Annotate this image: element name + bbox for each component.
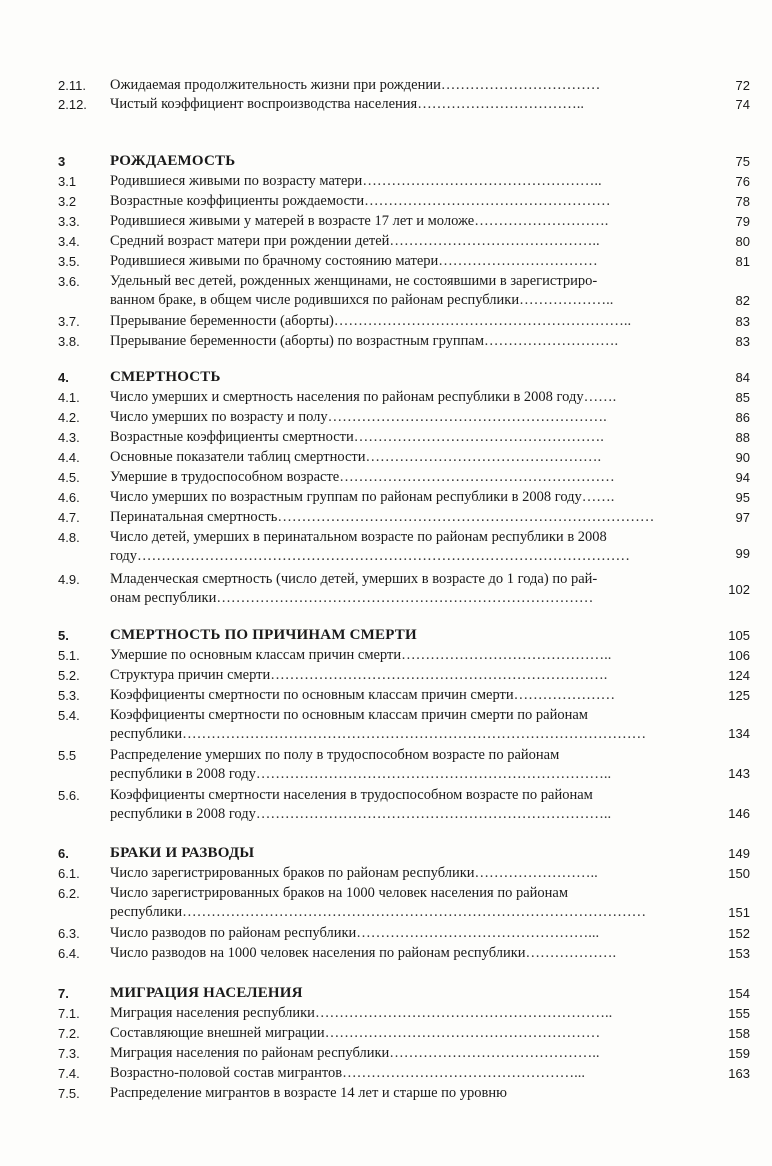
entry-number: 5.2. [58, 668, 80, 683]
toc-entry [0, 488, 772, 507]
entry-title: Структура причин смерти……………………………………………………………. [110, 667, 608, 683]
entry-title: Число зарегистрированных браков по районам республики…………………….. [110, 865, 598, 881]
entry-page: 78 [735, 194, 750, 209]
entry-title: Миграция населения республики…………………………………………………….. [110, 1005, 613, 1021]
entry-title: Возрастные коэффициенты рождаемости…………………………………………… [110, 193, 611, 209]
entry-title-line2: республики в 2008 году……………………………………………………………….. [110, 766, 612, 782]
section-heading [0, 152, 772, 171]
entry-title-line1: Коэффициенты смертности населения в трудоспособном возрасте по районам [110, 787, 593, 803]
entry-number: 3.6. [58, 274, 80, 289]
entry-title: Число умерших и смертность населения по районам республики в 2008 году……. [110, 389, 617, 405]
entry-page: 97 [735, 510, 750, 525]
section-heading [0, 844, 772, 863]
entry-title: Составляющие внешней миграции………………………………………………… [110, 1025, 601, 1041]
entry-number: 3.5. [58, 254, 80, 269]
entry-title-line1: Число детей, умерших в перинатальном возрасте по районам республики в 2008 [110, 529, 607, 545]
entry-title-line2: республики…………………………………………………………………………………… [110, 726, 647, 742]
toc-entry [0, 312, 772, 331]
entry-title-line1: Удельный вес детей, рожденных женщинами, не состоявшими в зарегистриро- [110, 273, 598, 289]
entry-page: 143 [728, 766, 750, 781]
section-heading [0, 984, 772, 1003]
entry-number: 4.1. [58, 390, 80, 405]
entry-number: 4.9. [58, 572, 80, 587]
entry-number: 4.3. [58, 430, 80, 445]
toc-entry [0, 212, 772, 231]
section-title: СМЕРТНОСТЬ [110, 369, 221, 385]
entry-page: 81 [735, 254, 750, 269]
entry-title-line1: Число зарегистрированных браков на 1000 человек населения по районам [110, 885, 569, 901]
entry-page: 79 [735, 214, 750, 229]
entry-number: 3.1 [58, 174, 77, 189]
toc-entry [0, 666, 772, 685]
toc-entry [0, 408, 772, 427]
toc-entry [0, 944, 772, 963]
toc-entry [0, 786, 772, 826]
entry-page: 134 [728, 726, 750, 741]
entry-title: Миграция населения по районам республики…………………………………….. [110, 1045, 600, 1061]
section-title: СМЕРТНОСТЬ ПО ПРИЧИНАМ СМЕРТИ [110, 627, 417, 643]
entry-number: 5.5 [58, 748, 77, 763]
entry-number: 3.3. [58, 214, 80, 229]
toc-entry [0, 1004, 772, 1023]
entry-number: 4.6. [58, 490, 80, 505]
entry-page: 80 [735, 234, 750, 249]
entry-number: 6.3. [58, 926, 80, 941]
section-page: 84 [735, 370, 750, 385]
entry-page: 152 [728, 926, 750, 941]
entry-page: 85 [735, 390, 750, 405]
entry-number: 4.8. [58, 530, 80, 545]
entry-title-line2: республики…………………………………………………………………………………… [110, 904, 647, 920]
toc-entry [0, 1044, 772, 1063]
entry-page: 163 [728, 1066, 750, 1081]
toc-entry [0, 192, 772, 211]
entry-page: 86 [735, 410, 750, 425]
entry-page: 82 [735, 293, 750, 308]
toc-entry [0, 508, 772, 527]
entry-title: Умершие по основным классам причин смерти…………………………………….. [110, 647, 612, 663]
entry-title: Основные показатели таблиц смертности…………………………………………. [110, 449, 602, 465]
entry-number: 4.7. [58, 510, 80, 525]
entry-number: 3.4. [58, 234, 80, 249]
toc-entry [0, 1064, 772, 1083]
toc-entry [0, 864, 772, 883]
section-number: 5. [58, 628, 69, 643]
entry-title: Ожидаемая продолжительность жизни при рождении…………………………… [110, 77, 601, 93]
entry-number: 7.4. [58, 1066, 80, 1081]
toc-entry [0, 232, 772, 251]
toc-entry [0, 76, 772, 95]
entry-number: 5.3. [58, 688, 80, 703]
toc-entry [0, 686, 772, 705]
toc-entry [0, 332, 772, 351]
entry-title: Число разводов на 1000 человек населения по районам республики………………. [110, 945, 617, 961]
entry-page: 158 [728, 1026, 750, 1041]
section-page: 105 [728, 628, 750, 643]
entry-number: 5.1. [58, 648, 80, 663]
entry-title: Прерывание беременности (аборты) по возрастным группам………………………. [110, 333, 619, 349]
entry-page: 94 [735, 470, 750, 485]
entry-page: 83 [735, 334, 750, 349]
entry-title: Перинатальная смертность…………………………………………………………………… [110, 509, 655, 525]
section-title: МИГРАЦИЯ НАСЕЛЕНИЯ [110, 985, 303, 1001]
entry-number: 4.5. [58, 470, 80, 485]
entry-page: 102 [728, 582, 750, 597]
entry-title-line2: году………………………………………………………………………………………… [110, 548, 631, 564]
entry-title-line2: онам республики…………………………………………………………………… [110, 590, 594, 606]
entry-title: Родившиеся живыми у матерей в возрасте 17 лет и моложе………………………. [110, 213, 609, 229]
entry-number: 2.12. [58, 97, 87, 112]
entry-title: Возрастные коэффициенты смертности……………………………………………. [110, 429, 604, 445]
entry-title: Родившиеся живыми по брачному состоянию матери…………………………… [110, 253, 598, 269]
entry-number: 5.4. [58, 708, 80, 723]
entry-title: Чистый коэффициент воспроизводства населения…………………………….. [110, 96, 584, 112]
toc-entry [0, 1084, 772, 1103]
entry-title-line1: Распределение умерших по полу в трудоспособном возрасте по районам [110, 747, 560, 763]
entry-title-line2: ванном браке, в общем числе родившихся по районам республики……………….. [110, 292, 614, 308]
entry-page: 146 [728, 806, 750, 821]
section-page: 149 [728, 846, 750, 861]
entry-title: Число разводов по районам республики…………………………………………... [110, 925, 600, 941]
entry-page: 90 [735, 450, 750, 465]
section-number: 7. [58, 986, 69, 1001]
entry-page: 74 [735, 97, 750, 112]
entry-number: 4.2. [58, 410, 80, 425]
entry-page: 150 [728, 866, 750, 881]
entry-page: 125 [728, 688, 750, 703]
entry-number: 7.2. [58, 1026, 80, 1041]
entry-number: 7.5. [58, 1086, 80, 1101]
entry-page: 88 [735, 430, 750, 445]
entry-number: 4.4. [58, 450, 80, 465]
toc-entry [0, 252, 772, 271]
toc-entry [0, 272, 772, 312]
entry-page: 95 [735, 490, 750, 505]
entry-number: 6.1. [58, 866, 80, 881]
section-number: 4. [58, 370, 69, 385]
entry-title: Число умерших по возрасту и полу…………………………………………………. [110, 409, 607, 425]
section-page: 154 [728, 986, 750, 1001]
toc-entry [0, 468, 772, 487]
toc-entry [0, 570, 772, 610]
entry-title: Прерывание беременности (аборты)…………………………………………………….. [110, 313, 632, 329]
toc-entry [0, 95, 772, 114]
entry-page: 151 [728, 905, 750, 920]
entry-number: 3.8. [58, 334, 80, 349]
entry-number: 3.2 [58, 194, 77, 209]
entry-page: 83 [735, 314, 750, 329]
section-page: 75 [735, 154, 750, 169]
entry-title: Возрастно-половой состав мигрантов…………………………………………... [110, 1065, 585, 1081]
section-title: РОЖДАЕМОСТЬ [110, 153, 236, 169]
section-title: БРАКИ И РАЗВОДЫ [110, 845, 255, 861]
section-heading [0, 626, 772, 645]
toc-entry [0, 924, 772, 943]
toc-entry [0, 428, 772, 447]
entry-title-line2: республики в 2008 году……………………………………………………………….. [110, 806, 612, 822]
toc-entry [0, 746, 772, 786]
entry-number: 2.11. [58, 78, 86, 93]
entry-number: 3.7. [58, 314, 80, 329]
entry-page: 153 [728, 946, 750, 961]
entry-page: 99 [735, 546, 750, 561]
section-number: 3 [58, 154, 66, 169]
entry-page: 155 [728, 1006, 750, 1021]
toc-entry [0, 448, 772, 467]
toc-entry [0, 528, 772, 568]
entry-title: Средний возраст матери при рождении детей…………………………………….. [110, 233, 600, 249]
toc-entry [0, 1024, 772, 1043]
entry-number: 6.4. [58, 946, 80, 961]
toc-entry [0, 172, 772, 191]
entry-title-line1: Младенческая смертность (число детей, умерших в возрасте до 1 года) по рай- [110, 571, 598, 587]
toc-entry [0, 884, 772, 924]
entry-number: 7.1. [58, 1006, 80, 1021]
section-heading [0, 368, 772, 387]
section-number: 6. [58, 846, 69, 861]
entry-title: Коэффициенты смертности по основным классам причин смерти………………… [110, 687, 616, 703]
entry-page: 72 [735, 78, 750, 93]
entry-page: 76 [735, 174, 750, 189]
entry-title: Число умерших по возрастным группам по районам республики в 2008 году……. [110, 489, 615, 505]
entry-title: Распределение мигрантов в возрасте 14 лет и старше по уровню [110, 1085, 507, 1101]
entry-title: Родившиеся живыми по возрасту матери………………………………………….. [110, 173, 602, 189]
entry-title: Умершие в трудоспособном возрасте………………………………………………… [110, 469, 615, 485]
entry-number: 5.6. [58, 788, 80, 803]
entry-title-line1: Коэффициенты смертности по основным классам причин смерти по районам [110, 707, 588, 723]
toc-entry [0, 388, 772, 407]
entry-page: 124 [728, 668, 750, 683]
entry-number: 6.2. [58, 886, 80, 901]
entry-number: 7.3. [58, 1046, 80, 1061]
entry-page: 159 [728, 1046, 750, 1061]
entry-page: 106 [728, 648, 750, 663]
toc-entry [0, 706, 772, 746]
toc-entry [0, 646, 772, 665]
